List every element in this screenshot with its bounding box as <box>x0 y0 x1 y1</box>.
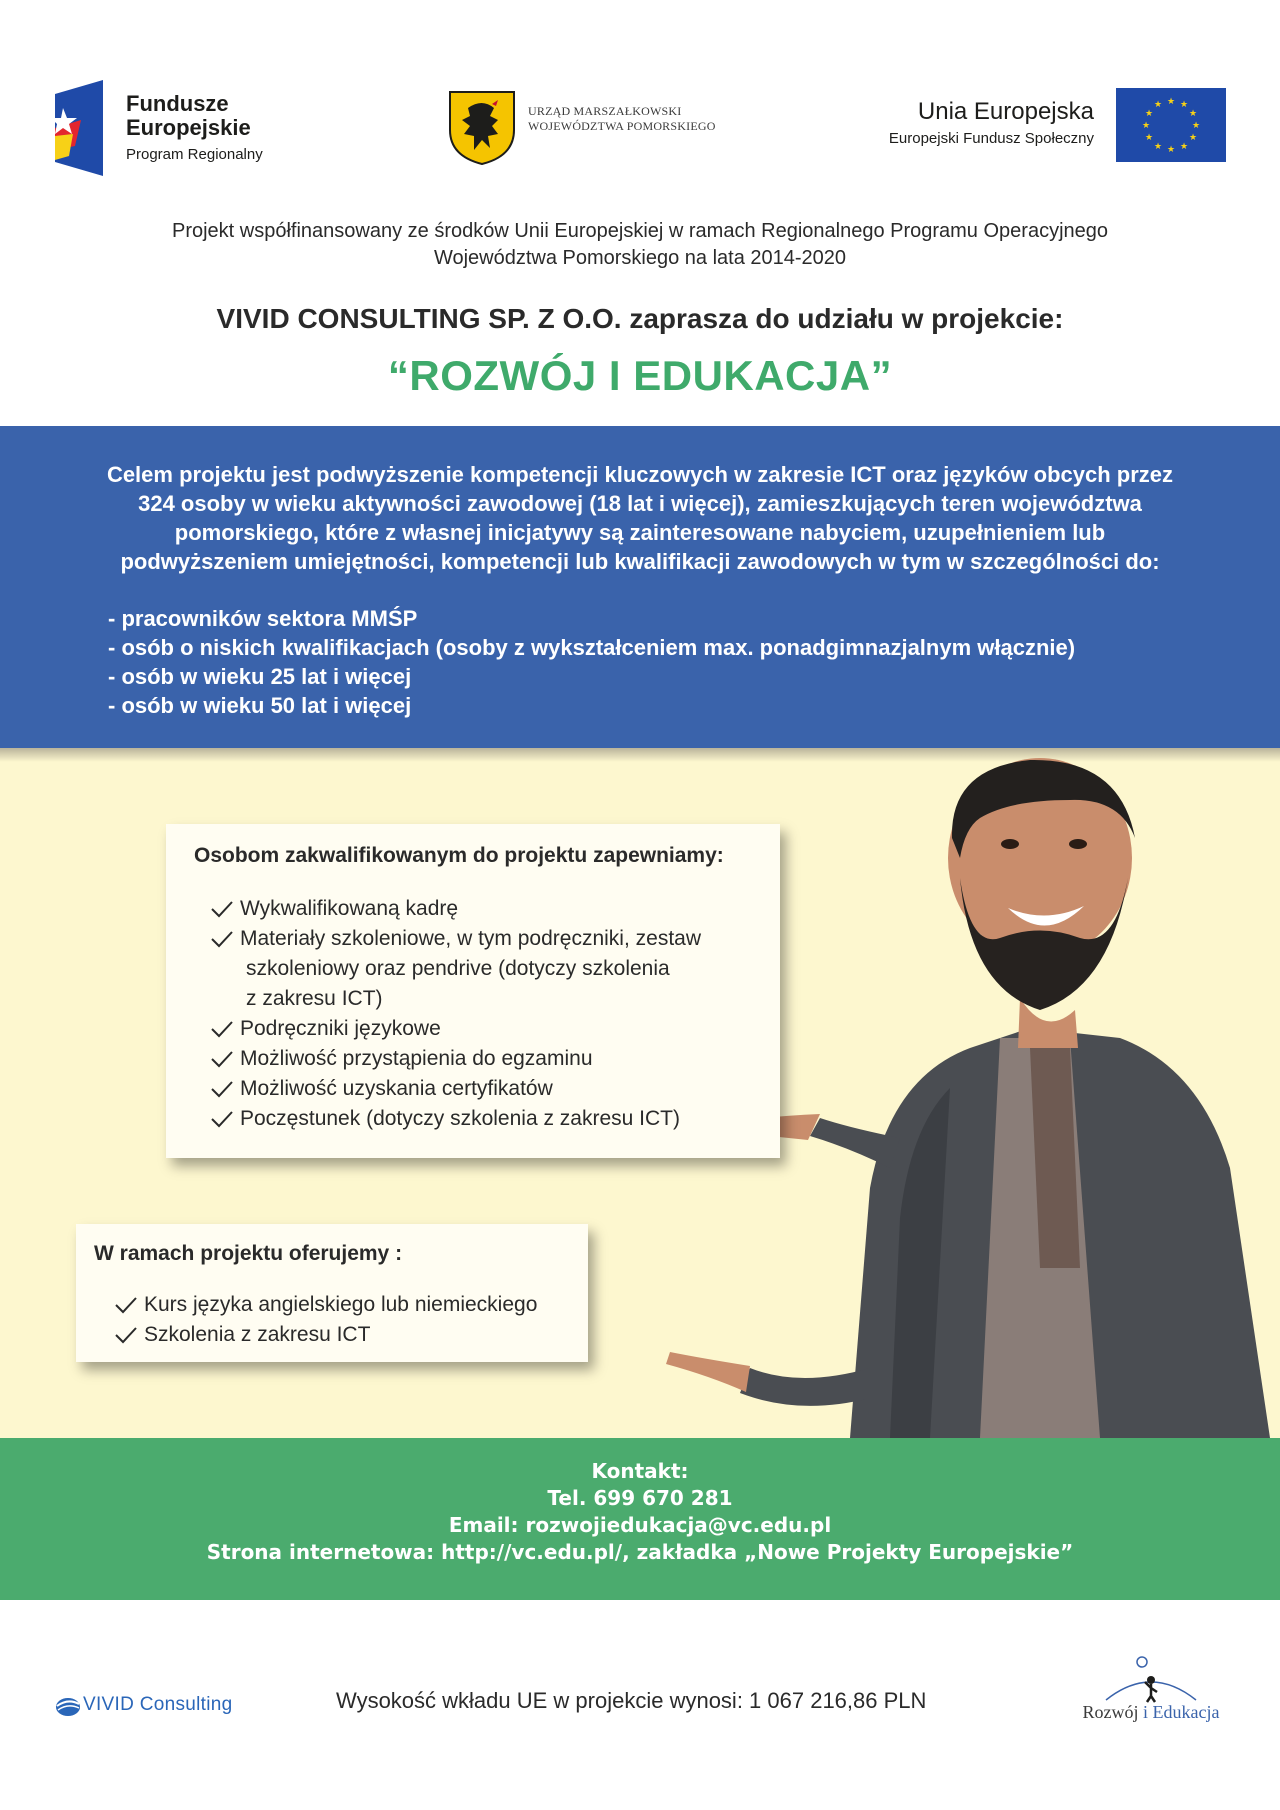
goal-paragraph <box>50 460 1230 576</box>
check-icon <box>114 1326 138 1344</box>
check-icon <box>210 930 234 948</box>
goal-line: pomorskiego, które z własnej inicjatywy są zainteresowane nabyciem, uzupełnieniem lub <box>174 520 1106 545</box>
offer-text: Szkolenia z zakresu ICT <box>144 1323 371 1346</box>
contact-section <box>0 1438 1280 1600</box>
check-icon <box>210 900 234 918</box>
check-icon <box>210 1020 234 1038</box>
svg-text:★: ★ <box>1141 121 1151 131</box>
benefit-item <box>210 924 770 1014</box>
rozwoj-edukacja-logo <box>1076 1654 1226 1734</box>
pomorskie-crest-icon <box>448 90 516 166</box>
svg-text:★: ★ <box>1153 142 1163 152</box>
svg-text:★: ★ <box>1166 145 1176 155</box>
benefit-item <box>210 894 770 924</box>
unia-title: Unia Europejska <box>917 98 1094 125</box>
benefit-text: Możliwość uzyskania certyfikatów <box>240 1077 553 1100</box>
svg-text:★: ★ <box>1188 109 1198 119</box>
urzad-line2: WOJEWÓDZTWA POMORSKIEGO <box>528 119 716 133</box>
cofinancing-note <box>60 218 1220 272</box>
project-goal-section <box>0 426 1280 748</box>
unia-text <box>889 98 1094 147</box>
logo-bar <box>0 78 1280 188</box>
check-icon <box>114 1296 138 1314</box>
benefit-text-continued: z zakresu ICT) <box>246 987 383 1010</box>
eu-flag-icon <box>1116 88 1226 162</box>
benefit-item <box>210 1014 770 1044</box>
re-logo-word1: Rozwój <box>1082 1702 1139 1722</box>
target-group-item: - osób o niskich kwalifikacjach (osoby z wykształceniem max. ponadgimnazjalnym włącznie) <box>108 635 1076 660</box>
contact-phone[interactable]: Tel. 699 670 281 <box>547 1486 733 1510</box>
check-icon <box>210 1080 234 1098</box>
svg-text:★: ★ <box>1188 133 1198 143</box>
benefit-text: Podręczniki językowe <box>240 1017 441 1040</box>
cofinancing-line1: Projekt współfinansowany ze środków Unii Europejskiej w ramach Regionalnego Programu Operacyjnego <box>171 220 1109 242</box>
contact-label: Kontakt: <box>591 1459 689 1483</box>
goal-line: Celem projektu jest podwyższenie kompetencji kluczowych w zakresie ICT oraz języków obcych przez <box>106 462 1174 487</box>
contact-website[interactable]: Strona internetowa: http://vc.edu.pl/, zakładka „Nowe Projekty Europejskie” <box>206 1540 1074 1564</box>
svg-text:★: ★ <box>1191 121 1201 131</box>
svg-text:★: ★ <box>1144 109 1154 119</box>
urzad-marszalkowski-logo <box>448 90 748 170</box>
fundusze-europejskie-flag-icon <box>55 80 103 176</box>
footer <box>0 1600 1280 1810</box>
fundusze-europejskie-text <box>126 92 263 163</box>
target-group-item: - pracowników sektora MMŚP <box>108 606 418 631</box>
benefits-list <box>210 894 770 1134</box>
target-group-item: - osób w wieku 25 lat i więcej <box>108 664 412 689</box>
invitation-heading: VIVID CONSULTING SP. Z O.O. zaprasza do udziału w projekcie: <box>216 303 1064 334</box>
goal-line: 324 osoby w wieku aktywności zawodowej (18 lat i więcej), zamieszkujących teren województwa <box>138 491 1142 516</box>
check-icon <box>210 1050 234 1068</box>
offer-box <box>76 1224 588 1362</box>
offer-list <box>114 1290 584 1350</box>
offer-item <box>114 1290 584 1320</box>
re-logo-word2: i Edukacja <box>1138 1702 1220 1722</box>
unia-europejska-logo <box>846 88 1226 162</box>
vivid-consulting-name: VIVID Consulting <box>83 1694 233 1715</box>
offer-text: Kurs języka angielskiego lub niemieckiego <box>144 1293 538 1316</box>
offer-heading: W ramach projektu oferujemy : <box>94 1242 403 1265</box>
fundusze-title-line1: Fundusze <box>126 91 229 116</box>
check-icon <box>210 1110 234 1128</box>
vivid-consulting-logo-icon <box>55 1694 81 1720</box>
fundusze-subtitle: Program Regionalny <box>126 146 263 163</box>
benefits-heading: Osobom zakwalifikowanym do projektu zapewniamy: <box>194 844 724 867</box>
benefit-text: Możliwość przystąpienia do egzaminu <box>240 1047 593 1070</box>
benefits-box <box>166 824 780 1158</box>
fundusze-europejskie-logo <box>55 80 305 180</box>
project-title: “ROZWÓJ I EDUKACJA” <box>387 352 893 399</box>
contact-email[interactable]: Email: rozwojiedukacja@vc.edu.pl <box>448 1513 832 1537</box>
svg-text:★: ★ <box>1153 100 1163 110</box>
svg-text:★: ★ <box>1144 133 1154 143</box>
urzad-line1: URZĄD MARSZAŁKOWSKI <box>528 104 682 118</box>
target-group-list <box>108 604 1075 720</box>
svg-text:★: ★ <box>1166 97 1176 107</box>
target-group-item: - osób w wieku 50 lat i więcej <box>108 693 412 718</box>
unia-subtitle: Europejski Fundusz Społeczny <box>888 130 1094 147</box>
offer-item <box>114 1320 584 1350</box>
goal-line: podwyższeniem umiejętności, kompetencji lub kwalifikacji zawodowych w tym w szczególności do: <box>120 549 1160 574</box>
benefit-text: Poczęstunek (dotyczy szkolenia z zakresu ICT) <box>240 1107 680 1130</box>
benefit-text: Materiały szkoleniowe, w tym podręczniki, zestaw <box>240 927 701 950</box>
benefit-item <box>210 1044 770 1074</box>
svg-text:★: ★ <box>1179 142 1189 152</box>
cofinancing-line2: Województwa Pomorskiego na lata 2014-2020 <box>433 247 847 269</box>
vivid-consulting-logo <box>55 1692 285 1722</box>
eu-contribution: Wysokość wkładu UE w projekcie wynosi: 1 067 216,86 PLN <box>336 1688 927 1713</box>
fundusze-title-line2: Europejskie <box>126 115 251 140</box>
urzad-text <box>528 104 716 134</box>
benefit-text-continued: szkoleniowy oraz pendrive (dotyczy szkolenia <box>246 957 670 980</box>
benefit-item <box>210 1104 770 1134</box>
benefits-section <box>0 748 1280 1438</box>
benefit-text: Wykwalifikowaną kadrę <box>240 897 459 920</box>
rozwoj-edukacja-name <box>1076 1702 1226 1723</box>
svg-text:★: ★ <box>1179 100 1189 110</box>
rozwoj-edukacja-logo-icon <box>1076 1654 1226 1704</box>
benefit-item <box>210 1074 770 1104</box>
